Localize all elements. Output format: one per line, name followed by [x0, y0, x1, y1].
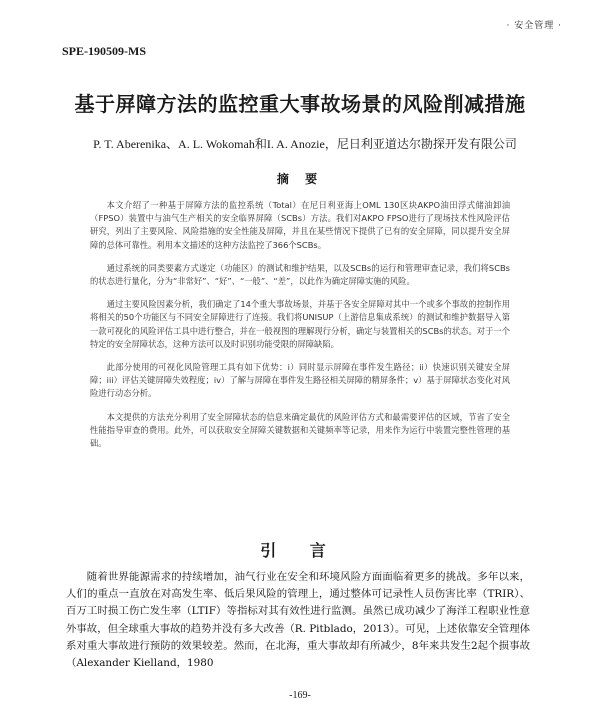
introduction-paragraph: 随着世界能源需求的持续增加，油气行业在安全和环境风险方面面临着更多的挑战。多年以来，人们的重点一直放在对高发生率、低后果风险的管理上，通过整体可记录性人员伤害比率（TRIR）、百万工时损工伤亡发生率（LTIF）等指标对其有效性进行监测。虽然已成功减少了海洋工程职业性意外事故，但全球重大事故的趋势并没有多大改善（R. Pitblado，2013）。可见，上述依靠安全管理体系对重大事故进行预防的效果较差。然而，在北海，重大事故却有所减少，8年来共发生2起个损事故（Alexander Kielland，1980 [66, 571, 530, 670]
section-label: · 安全管理 · [506, 21, 562, 31]
abstract-paragraph: 此部分使用的可视化风险管理工具有如下优势：i）同时显示屏障在事件发生路径；ii）快速识别关键安全屏障；iii）评估关键屏障失效程度；iv）了解与屏障在事件发生路径相关屏障的精屏条件；v）基于屏障状态变化对风险进行动态分析。 [90, 362, 510, 399]
abstract-paragraph: 通过系统的同类要素方式遂定（功能区）的测试和维护结果，以及SCBs的运行和管理审查记录，我们将SCBs的状态进行量化，分为“非常好”、“好”、“一般”、“差”，以此作为确定屏障实施的风险。 [90, 262, 510, 287]
paper-title: 基于屏障方法的监控重大事故场景的风险削减措施 [74, 92, 526, 116]
abstract-paragraph: 本文提供的方法充分利用了安全屏障状态的信息来确定最优的风险评估方式和最需要评估的区域，节省了安全性能指导审查的费用。此外，可以获取安全屏障关键数据和关键频率等记录，用来作为运行中装置完整性管理的基础。 [90, 411, 510, 449]
authors: P. T. Aberenika、A. L. Wokomah和I. A. Anozie，尼日利亚道达尔勘探开发有限公司 [93, 137, 517, 151]
abstract-paragraph: 本文介绍了一种基于屏障方法的监控系统（Total）在尼日利亚海上OML 130区块AKPO油田浮式储油卸油（FPSO）装置中与油气生产相关的安全临界屏障（SCBs）方法。我们对AKPO FPSO进行了现场技术性风险评估研究，列出了主要风险、风险措施的安全性能及屏障，并且在某些情况下提供了已有的安全屏障，同以提升安全屏障的总体可靠性。利用本文描述的这种方法监控了366个SCBs。 [90, 200, 510, 250]
paper-id: SPE-190509-MS [62, 44, 146, 58]
introduction-heading: 引 言 [260, 541, 340, 560]
introduction-body [66, 569, 530, 672]
abstract-paragraph: 通过主要风险因素分析，我们确定了14个重大事故场景，并基于各安全屏障对其中一个或多个事故的控制作用将相关的50个功能区与不同安全屏障进行了连接。我们将UNISUP（上游信息集成系统）的测试和维护数据导入第一款可视化的风险评估工具中进行整合，并在一般视图的理解现行分析，确定与装置相关的SCBs的状态。对于一个特定的安全屏障状态，这种方法可以及时识别功能受限的屏障缺陷。 [90, 299, 510, 349]
abstract-heading: 摘 要 [276, 172, 324, 186]
abstract-body [90, 199, 510, 460]
page-number: -169- [289, 690, 311, 701]
